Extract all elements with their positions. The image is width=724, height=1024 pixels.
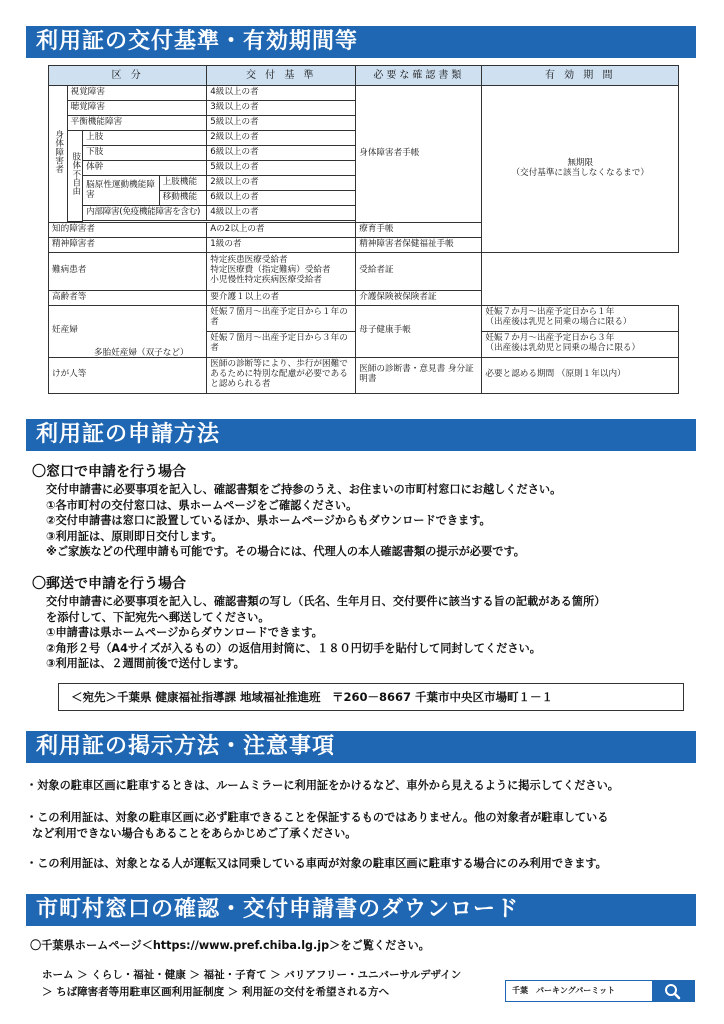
mail-line: 交付申請書に必要事項を記入し、確認書類の写し（氏名、生年月日、交付要件に該当する旨の記載がある箇所） bbox=[46, 595, 606, 608]
row-trunk: 体幹 bbox=[83, 161, 207, 176]
validity-indefinite: 無期限 （交付基準に該当しなくなるまで） bbox=[482, 86, 679, 253]
row-upper: 上肢 bbox=[83, 131, 207, 146]
row-internal: 内部障害(免疫機能障害を含む) bbox=[83, 206, 207, 221]
mail-line: を添付して、下記宛先へ郵送してください。 bbox=[46, 610, 270, 624]
breadcrumb-path: ホーム ＞ くらし・福祉・健康 ＞ 福祉・子育て ＞ バリアフリー・ユニバーサルデザイン ＞ ちば障害者等用駐車区画利用証制度 ＞ 利用証の交付を希望される方へ bbox=[42, 969, 462, 998]
note-1: ・対象の駐車区画に駐車するときは、ルームミラーに利用証をかけるなど、車外から見えるように掲示してください。 bbox=[26, 779, 619, 792]
header-criteria: 交 付 基 準 bbox=[207, 66, 356, 86]
row-pregnant: 妊産婦 bbox=[49, 305, 207, 357]
row-injured: けが人等 bbox=[49, 357, 207, 393]
download-intro: 〇千葉県ホームページ＜https://www.pref.chiba.lg.jp＞をご覧ください。 bbox=[30, 939, 430, 952]
row-visual: 視覚障害 bbox=[67, 86, 207, 101]
label-multiple: 多胎妊産婦（双子など） bbox=[94, 348, 189, 358]
row-balance: 平衡機能障害 bbox=[67, 116, 207, 131]
doc-maternity: 母子健康手帳 bbox=[356, 305, 482, 357]
section-title-apply: 利用証の申請方法 bbox=[26, 419, 696, 451]
window-heading: 〇窓口で申請を行う場合 bbox=[32, 464, 186, 480]
apply-mail bbox=[32, 574, 605, 672]
row-brain-upper: 上肢機能 bbox=[159, 176, 207, 191]
row-mental: 精神障害者 bbox=[49, 237, 207, 252]
valid-injured: 必要と認める期間 （原則１年以内） bbox=[482, 357, 679, 393]
doc-intellectual: 療育手帳 bbox=[356, 222, 482, 237]
window-line: ③利用証は、原則即日交付します。 bbox=[46, 529, 223, 543]
valid-pregnant: 妊娠７か月～出産予定日から１年 （出産後は乳児と同乗の場合に限る） bbox=[482, 305, 679, 331]
header-category: 区 分 bbox=[49, 66, 207, 86]
search-icon bbox=[652, 981, 694, 1001]
window-line: ①各市町村の交付窓口は、県ホームページをご確認ください。 bbox=[46, 498, 358, 512]
window-line: ②交付申請書は窓口に設置しているほか、県ホームページからもダウンロードできます。 bbox=[46, 514, 491, 527]
doc-mental: 精神障害者保健福祉手帳 bbox=[356, 237, 482, 252]
doc-injured: 医師の診断書・意見書 身分証明書 bbox=[356, 357, 482, 393]
mail-line: ②角形２号（A4サイズが入るもの）の返信用封筒に、１８０円切手を貼付して同封してください。 bbox=[46, 641, 541, 655]
doc-elderly: 介護保険被保険者証 bbox=[356, 290, 482, 305]
section-title-download: 市町村窓口の確認・交付申請書のダウンロード bbox=[26, 894, 696, 926]
physical-group-cell: 身体障害者 bbox=[49, 86, 68, 223]
crit-brain-move: 6級以上の者 bbox=[207, 191, 356, 206]
row-lower: 下肢 bbox=[83, 146, 207, 161]
row-intellectual: 知的障害者 bbox=[49, 222, 207, 237]
crit-brain-upper: 2級以上の者 bbox=[207, 176, 356, 191]
crit-injured: 医師の診断等により、歩行が困難であるために特別な配慮が必要であると認められる者 bbox=[207, 357, 356, 393]
valid-multiple: 妊娠７か月～出産予定日から３年 （出産後は乳幼児と同乗の場合に限る） bbox=[482, 331, 679, 357]
doc-physical: 身体障害者手帳 bbox=[356, 86, 482, 223]
mail-line: ③利用証は、２週間前後で送付します。 bbox=[46, 657, 245, 670]
crit-mental: 1級の者 bbox=[207, 237, 356, 252]
crit-internal: 4級以上の者 bbox=[207, 206, 356, 221]
section-title-display: 利用証の掲示方法・注意事項 bbox=[26, 731, 696, 763]
crit-balance: 5級以上の者 bbox=[207, 116, 356, 131]
limb-group-cell: 肢体不自由 bbox=[67, 131, 83, 222]
note-2: ・この利用証は、対象の駐車区画に必ず駐車できることを保証するものではありません。他の対象者が駐車している など利用できない場合もあることをあらかじめご了承ください。 bbox=[26, 811, 609, 840]
crit-trunk: 5級以上の者 bbox=[207, 161, 356, 176]
crit-upper: 2級以上の者 bbox=[207, 131, 356, 146]
row-brain-move: 移動機能 bbox=[159, 191, 207, 206]
apply-window bbox=[32, 462, 561, 560]
row-brain: 脳原性運動機能障害 bbox=[83, 176, 160, 206]
crit-elderly: 要介護１以上の者 bbox=[207, 290, 356, 305]
criteria-table bbox=[48, 65, 679, 394]
mailing-address: ＜宛先＞千葉県 健康福祉指導課 地域福祉推進班 〒260－8667 千葉市中央区市場町１－１ bbox=[58, 683, 684, 711]
row-elderly: 高齢者等 bbox=[49, 290, 207, 305]
search-box[interactable] bbox=[505, 980, 695, 1002]
crit-lower: 6級以上の者 bbox=[207, 146, 356, 161]
header-validity: 有 効 期 間 bbox=[482, 66, 679, 86]
crit-multiple: 妊娠７箇月～出産予定日から３年の者 bbox=[207, 331, 356, 357]
window-line: ※ご家族などの代理申請も可能です。その場合には、代理人の本人確認書類の提示が必要です。 bbox=[46, 545, 525, 558]
crit-visual: 4級以上の者 bbox=[207, 86, 356, 101]
search-input[interactable]: 千葉 パーキングパーミット bbox=[512, 986, 616, 995]
window-line: 交付申請書に必要事項を記入し、確認書類をご持参のうえ、お住まいの市町村窓口にお越しください。 bbox=[46, 483, 562, 496]
mail-heading: 〇郵送で申請を行う場合 bbox=[32, 576, 186, 592]
row-intractable: 難病患者 bbox=[49, 252, 207, 290]
header-documents: 必要な確認書類 bbox=[356, 66, 482, 86]
crit-intractable: 特定疾患医療受給者 特定医療費（指定難病）受給者 小児慢性特定疾病医療受給者 bbox=[207, 252, 356, 290]
crit-intellectual: Aの2以上の者 bbox=[207, 222, 356, 237]
note-3: ・この利用証は、対象となる人が運転又は同乗している車両が対象の駐車区画に駐車する場合にのみ利用できます。 bbox=[26, 857, 607, 870]
row-hearing: 聴覚障害 bbox=[67, 101, 207, 116]
doc-intractable: 受給者証 bbox=[356, 252, 482, 290]
crit-pregnant: 妊娠７箇月～出産予定日から１年の者 bbox=[207, 305, 356, 331]
mail-line: ①申請書は県ホームページからダウンロードできます。 bbox=[46, 626, 323, 639]
crit-hearing: 3級以上の者 bbox=[207, 101, 356, 116]
section-title-criteria: 利用証の交付基準・有効期間等 bbox=[26, 26, 696, 58]
search-button[interactable] bbox=[652, 981, 694, 1001]
